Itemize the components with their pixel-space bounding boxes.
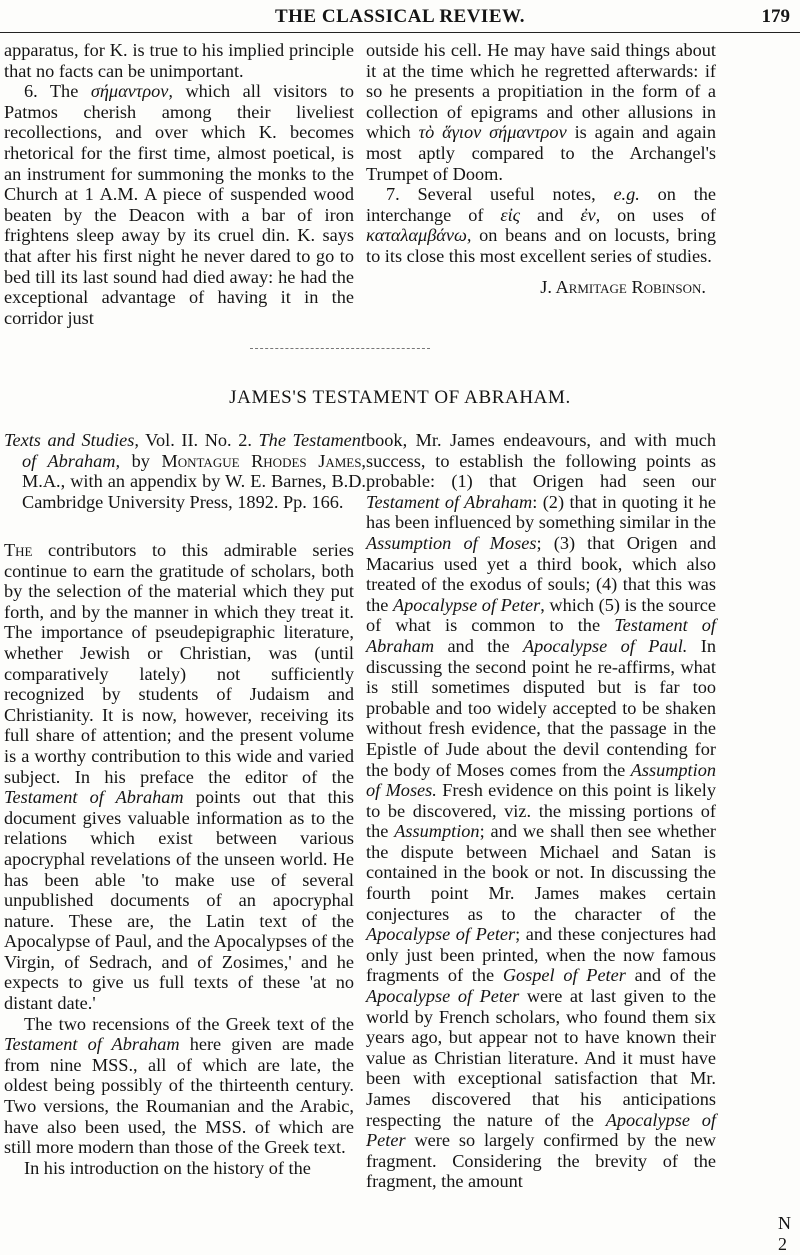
top-left-column (4, 40, 354, 328)
text: here given are made from nine MSS., all of which are late, the oldest being possibly of the thirteenth century. Two versions, the Roumanian and the Arabic, have also been used, the MSS. of which are still more modern than those of the Greek text. (4, 1034, 354, 1158)
greek-term: ἐν, (580, 204, 601, 225)
paragraph (366, 430, 716, 1192)
text: ; and these conjectures had only just been printed, when the now famous fragments of the (366, 924, 717, 986)
bottom-right-column (366, 430, 716, 1192)
book-title: Testament of Abraham (4, 787, 184, 808)
text: M.A., with an appendix by W. E. Barnes, B.D. Cambridge University Press, 1892. Pp. 166. (22, 471, 366, 512)
series-title: Texts and Studies, (4, 430, 139, 450)
paragraph (366, 184, 716, 266)
running-header (0, 4, 800, 33)
book-title: Apocalypse of Peter (392, 594, 541, 615)
text: and of the (625, 965, 716, 986)
greek-term: καταλαμβάνω, (366, 225, 472, 246)
book-title: Gospel of Peter (502, 965, 626, 986)
book-title: Assumption of Moses (366, 532, 537, 553)
opening-word: The (4, 540, 33, 560)
text: ; (3) that Origen and Macarius used yet a third book, which also treated of the exodus of souls; (4) that this was the (366, 532, 717, 615)
book-title: Testament of Abraham (4, 1034, 180, 1055)
book-citation (4, 430, 366, 512)
article-title: JAMES'S TESTAMENT OF ABRAHAM. (229, 387, 571, 408)
book-title: The Testament of Abraham, (22, 430, 366, 471)
text: on beans and on locusts, bring to its close this most excellent series of studies. (366, 225, 716, 266)
book-title: Assumption of Moses. (366, 759, 716, 801)
text: outside his cell. He may have said things about it at the time which he regretted afterwards: if so he presents a propitiation in the form of a collection of epigrams and other allusions in which (366, 40, 716, 143)
text: were so largely confirmed by the new fragment. Considering the brevity of the fragment, the amount (366, 1130, 716, 1192)
text: 7. Several useful notes, (386, 184, 614, 205)
book-title: Apocalypse of Peter (366, 986, 520, 1007)
reviewer-signature: J. Armitage Robinson. (540, 276, 706, 297)
page-number: 179 (761, 6, 790, 27)
top-right-column (366, 40, 716, 297)
text: on uses of (600, 204, 716, 225)
book-title: Testament of Abraham (366, 615, 716, 656)
text: 6. The (24, 81, 91, 102)
text: The two recensions of the Greek text of the (24, 1013, 354, 1034)
author-name: Montague Rhodes James, (161, 450, 367, 471)
book-title: Testament of Abraham (366, 491, 533, 512)
text: , which (5) is the source of what is common to the (366, 594, 717, 636)
paragraph (366, 40, 716, 184)
text: on the interchange of (366, 184, 716, 225)
book-title: Apocalypse of Paul. (522, 635, 688, 656)
paragraph (4, 1014, 354, 1158)
text: book, Mr. James endeavours, and with much success, to establish the following points as probable: (1) that Origen had seen our (366, 430, 716, 492)
text: Vol. II. No. 2. (138, 430, 259, 450)
paragraph: apparatus, for K. is true to his implied principle that no facts can be unimportant. (4, 40, 354, 81)
book-title: Apocalypse of Peter (366, 924, 516, 945)
section-divider (250, 348, 430, 351)
text: Fresh evidence on this point is likely to be discovered, viz. the missing portions of the (366, 780, 716, 842)
text: In discussing the second point he re-affirms, what is still sometimes disputed but is far too probable and too widely accepted to be shaken without fresh evidence, that the passage in the Epistle of Jude about the devil contending for the body of Moses comes from the (366, 635, 716, 780)
text: : (2) that in quoting it he has been influenced by something similar in the (366, 491, 716, 533)
greek-term: σήμαντρον, (90, 81, 173, 102)
text: contributors to this admirable series continue to earn the gratitude of scholars, both by the selection of the material which they put forth, and by the manner in which they treat it. The importance of pseudepigraphic literature, whether Jewish or Christian, was (until comparatively lately) not sufficiently recognized by students of Judaism and Christianity. It is now, however, receiving its full share of attention; and the present volume is a worthy contribution to this wide and varied subject. In his preface the editor of the (4, 540, 354, 787)
paragraph: In his introduction on the history of the (24, 1157, 311, 1178)
greek-term: τὸ ἅγιον σήμαντρον (418, 122, 567, 143)
text: points out that this document gives valuable information as to the relations which exist between various apocryphal revelations of the unseen world. He has been able 'to make use of several unpublished documents of an apocryphal nature. These are, the Latin text of the Apocalypse of Paul, and the Apocalypses of the Virgin, of Sedrach, and of Zosimes,' and he expects to give us full texts of these 'at no distant date.' (4, 787, 354, 1014)
text: and the (434, 635, 523, 656)
paragraph (4, 540, 354, 1014)
text: and (520, 204, 581, 225)
abbrev: e.g. (613, 184, 640, 205)
book-title: Assumption (394, 821, 480, 842)
bottom-left-column (4, 540, 354, 1178)
text: were at last given to the world by French scholars, who found them six years ago, but appear not to have known their value as Christian literature. And it must have been with exceptional satisfaction that Mr. James discovered that his anticipations respecting the nature of the (366, 986, 716, 1130)
running-title: THE CLASSICAL REVIEW. (274, 6, 526, 27)
text: by (120, 450, 162, 471)
text: which all visitors to Patmos cherish among their liveliest recollections, and over which K. becomes rhetorical for the first time, almost poetical, is an instrument for summoning the monks to the Church at 1 A.M. A piece of suspended wood beaten by the Deacon with a bar of iron frightens sleep away by its cruel din. K. says that after his first night he never dared to go to bed till its last sound had died away: he had the exceptional advantage of having it in the corridor just (4, 81, 354, 328)
text: ; and we shall then see whether the dispute between Michael and Satan is contained in the book or not. In discussing the fourth point Mr. James makes certain conjectures as to the character of the (366, 821, 717, 924)
paragraph (4, 81, 354, 328)
text: is again and again most aptly compared to the Archangel's Trumpet of Doom. (366, 122, 716, 184)
book-title: Apocalypse of Peter (366, 1109, 716, 1151)
printer-signature-mark: N 2 (778, 1213, 791, 1254)
greek-term: εἰς (500, 204, 521, 225)
